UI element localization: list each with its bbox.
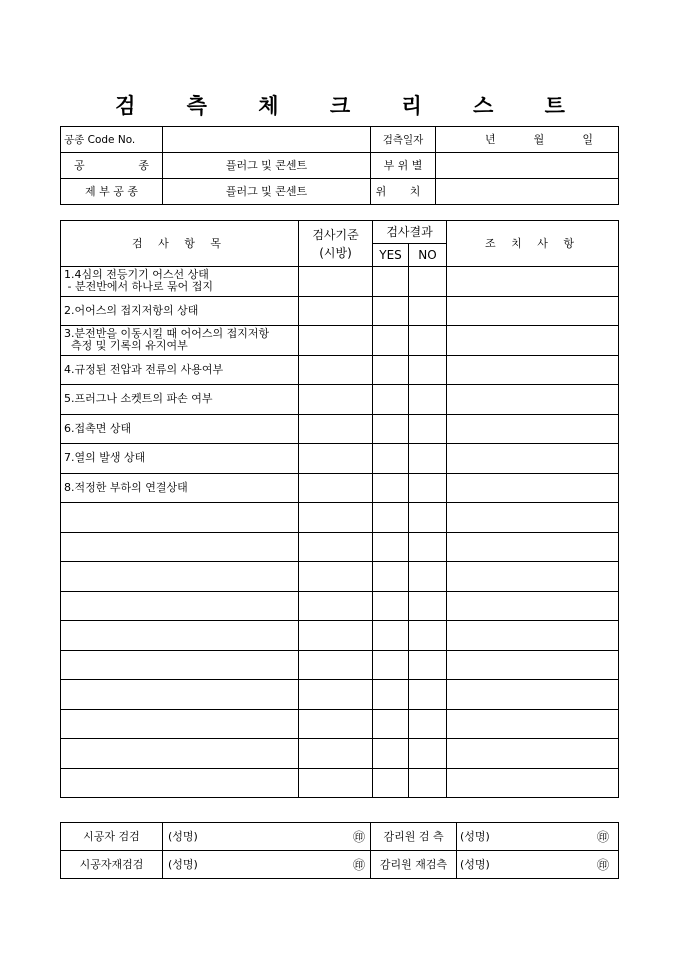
checklist-no-cell[interactable] bbox=[409, 503, 447, 533]
checklist-criteria-cell[interactable] bbox=[299, 473, 373, 503]
checklist-row bbox=[61, 680, 619, 710]
signature-row-inspection bbox=[61, 823, 619, 851]
code-value[interactable] bbox=[163, 127, 371, 153]
checklist-action-cell[interactable] bbox=[447, 326, 619, 356]
checklist-criteria-cell[interactable] bbox=[299, 355, 373, 385]
checklist-yes-cell[interactable] bbox=[373, 621, 409, 651]
checklist-item-cell bbox=[61, 385, 299, 415]
checklist-row bbox=[61, 267, 619, 297]
checklist-action-cell[interactable] bbox=[447, 355, 619, 385]
location-value[interactable] bbox=[436, 179, 619, 205]
contractor-inspection-name-label: (성명) bbox=[168, 829, 198, 843]
supervisor-inspection-seal: ㊞ bbox=[597, 829, 610, 844]
checklist-item-line2: - 분전반에서 하나로 묶어 접지 bbox=[64, 280, 213, 294]
checklist-item-cell bbox=[61, 444, 299, 474]
checklist-item-line1: 5.프러그나 소켓트의 파손 여부 bbox=[64, 392, 213, 406]
checklist-item-line1: 6.접촉면 상태 bbox=[64, 421, 132, 435]
header-row-work-type bbox=[61, 153, 619, 179]
work-type-label-char-2: 종 bbox=[138, 158, 149, 172]
checklist-yes-cell[interactable] bbox=[373, 267, 409, 297]
contractor-reinspection-label: 시공자재검검 bbox=[61, 851, 163, 879]
checklist-action-cell[interactable] bbox=[447, 650, 619, 680]
checklist-criteria-cell[interactable] bbox=[299, 562, 373, 592]
checklist-header-row bbox=[61, 221, 619, 244]
checklist-yes-cell[interactable] bbox=[373, 473, 409, 503]
checklist-no-cell[interactable] bbox=[409, 562, 447, 592]
checklist-action-cell[interactable] bbox=[447, 562, 619, 592]
checklist-criteria-cell[interactable] bbox=[299, 385, 373, 415]
checklist-yes-cell[interactable] bbox=[373, 591, 409, 621]
checklist-item-cell bbox=[61, 680, 299, 710]
signature-table bbox=[60, 822, 619, 879]
checklist-item-cell bbox=[61, 768, 299, 798]
col-yes-header: YES bbox=[373, 244, 409, 267]
checklist-row bbox=[61, 355, 619, 385]
checklist-action-cell[interactable] bbox=[447, 503, 619, 533]
checklist-no-cell[interactable] bbox=[409, 355, 447, 385]
checklist-row bbox=[61, 326, 619, 356]
checklist-no-cell[interactable] bbox=[409, 591, 447, 621]
supervisor-inspection-label: 감리원 검 측 bbox=[371, 823, 457, 851]
checklist-criteria-cell[interactable] bbox=[299, 680, 373, 710]
date-month-label: 월 bbox=[533, 132, 545, 146]
checklist-criteria-cell[interactable] bbox=[299, 709, 373, 739]
checklist-criteria-cell[interactable] bbox=[299, 650, 373, 680]
contractor-inspection-seal: ㊞ bbox=[353, 829, 366, 844]
checklist-item-cell bbox=[61, 621, 299, 651]
checklist-no-cell[interactable] bbox=[409, 444, 447, 474]
inspection-date-value[interactable] bbox=[436, 127, 619, 153]
checklist-row bbox=[61, 768, 619, 798]
checklist-item-cell bbox=[61, 709, 299, 739]
checklist-row bbox=[61, 473, 619, 503]
col-action-header: 조 치 사 항 bbox=[447, 221, 619, 267]
checklist-row bbox=[61, 650, 619, 680]
checklist-criteria-cell[interactable] bbox=[299, 444, 373, 474]
checklist-row bbox=[61, 709, 619, 739]
checklist-criteria-cell[interactable] bbox=[299, 768, 373, 798]
date-day-label: 일 bbox=[582, 132, 593, 146]
checklist-no-cell[interactable] bbox=[409, 532, 447, 562]
checklist-criteria-cell[interactable] bbox=[299, 591, 373, 621]
checklist-action-cell[interactable] bbox=[447, 444, 619, 474]
checklist-no-cell[interactable] bbox=[409, 621, 447, 651]
checklist-item-line1: 8.적정한 부하의 연결상태 bbox=[64, 480, 188, 494]
header-row-detail bbox=[61, 179, 619, 205]
checklist-action-cell[interactable] bbox=[447, 532, 619, 562]
checklist-yes-cell[interactable] bbox=[373, 739, 409, 769]
header-row-code bbox=[61, 127, 619, 153]
checklist-yes-cell[interactable] bbox=[373, 503, 409, 533]
checklist-item-cell bbox=[61, 591, 299, 621]
checklist-no-cell[interactable] bbox=[409, 768, 447, 798]
header-table bbox=[60, 126, 619, 205]
checklist-row bbox=[61, 739, 619, 769]
checklist-action-cell[interactable] bbox=[447, 414, 619, 444]
checklist-no-cell[interactable] bbox=[409, 650, 447, 680]
checklist-yes-cell[interactable] bbox=[373, 296, 409, 326]
checklist-criteria-cell[interactable] bbox=[299, 326, 373, 356]
checklist-criteria-cell[interactable] bbox=[299, 503, 373, 533]
supervisor-reinspection-label: 감리원 재검측 bbox=[371, 851, 457, 879]
checklist-action-cell[interactable] bbox=[447, 621, 619, 651]
col-criteria-line2: (시방) bbox=[319, 245, 352, 260]
checklist-yes-cell[interactable] bbox=[373, 532, 409, 562]
col-criteria-line1: 검사기준 bbox=[312, 227, 359, 242]
checklist-row bbox=[61, 385, 619, 415]
checklist-no-cell[interactable] bbox=[409, 326, 447, 356]
checklist-row bbox=[61, 444, 619, 474]
page-title: 검 측 체 크 리 스 트 bbox=[115, 93, 587, 118]
checklist-row bbox=[61, 532, 619, 562]
checklist-item-cell bbox=[61, 739, 299, 769]
contractor-inspection-name-cell[interactable] bbox=[163, 823, 371, 851]
checklist-yes-cell[interactable] bbox=[373, 326, 409, 356]
part-value[interactable] bbox=[436, 153, 619, 179]
checklist-item-cell bbox=[61, 503, 299, 533]
checklist-yes-cell[interactable] bbox=[373, 650, 409, 680]
checklist-action-cell[interactable] bbox=[447, 680, 619, 710]
contractor-inspection-label: 시공자 검검 bbox=[61, 823, 163, 851]
checklist-action-cell[interactable] bbox=[447, 296, 619, 326]
checklist-row bbox=[61, 621, 619, 651]
checklist-item-line1: 4.규정된 전압과 전류의 사용여부 bbox=[64, 362, 224, 376]
checklist-criteria-cell[interactable] bbox=[299, 267, 373, 297]
location-label: 위 치 bbox=[371, 179, 436, 205]
checklist-no-cell[interactable] bbox=[409, 680, 447, 710]
checklist-row bbox=[61, 503, 619, 533]
contractor-reinspection-seal: ㊞ bbox=[353, 857, 366, 872]
checklist-no-cell[interactable] bbox=[409, 414, 447, 444]
checklist-item-cell bbox=[61, 355, 299, 385]
checklist-table bbox=[60, 220, 619, 798]
inspection-date-label: 검측일자 bbox=[371, 127, 436, 153]
checklist-action-cell[interactable] bbox=[447, 473, 619, 503]
checklist-action-cell[interactable] bbox=[447, 709, 619, 739]
col-items-header: 검 사 항 목 bbox=[61, 221, 299, 267]
checklist-yes-cell[interactable] bbox=[373, 444, 409, 474]
col-criteria-header bbox=[299, 221, 373, 267]
checklist-item-cell bbox=[61, 562, 299, 592]
checklist-row bbox=[61, 296, 619, 326]
checklist-no-cell[interactable] bbox=[409, 709, 447, 739]
checklist-criteria-cell[interactable] bbox=[299, 532, 373, 562]
checklist-item-cell bbox=[61, 296, 299, 326]
checklist-yes-cell[interactable] bbox=[373, 562, 409, 592]
signature-row-reinspection bbox=[61, 851, 619, 879]
col-no-header: NO bbox=[409, 244, 447, 267]
supervisor-inspection-name-cell[interactable] bbox=[457, 823, 619, 851]
checklist-item-line1: 2.어어스의 접지저항의 상태 bbox=[64, 303, 199, 317]
supervisor-reinspection-name-label: (성명) bbox=[460, 857, 490, 871]
checklist-body bbox=[61, 267, 619, 798]
checklist-criteria-cell[interactable] bbox=[299, 414, 373, 444]
checklist-item-line1: 3.분전반을 이동시킬 때 어어스의 접지저항 bbox=[64, 327, 270, 341]
supervisor-inspection-name-label: (성명) bbox=[460, 829, 490, 843]
date-year-label: 년 bbox=[485, 132, 496, 146]
checklist-row bbox=[61, 414, 619, 444]
checklist-action-cell[interactable] bbox=[447, 739, 619, 769]
checklist-action-cell[interactable] bbox=[447, 591, 619, 621]
checklist-action-cell[interactable] bbox=[447, 267, 619, 297]
checklist-yes-cell[interactable] bbox=[373, 680, 409, 710]
checklist-yes-cell[interactable] bbox=[373, 709, 409, 739]
checklist-row bbox=[61, 591, 619, 621]
checklist-yes-cell[interactable] bbox=[373, 385, 409, 415]
contractor-reinspection-name-cell[interactable] bbox=[163, 851, 371, 879]
checklist-item-cell bbox=[61, 650, 299, 680]
col-result-header: 검사결과 bbox=[373, 221, 447, 244]
checklist-yes-cell[interactable] bbox=[373, 355, 409, 385]
contractor-reinspection-name-label: (성명) bbox=[168, 857, 198, 871]
checklist-no-cell[interactable] bbox=[409, 267, 447, 297]
code-label: 공종 Code No. bbox=[61, 127, 163, 153]
checklist-action-cell[interactable] bbox=[447, 385, 619, 415]
checklist-yes-cell[interactable] bbox=[373, 768, 409, 798]
checklist-criteria-cell[interactable] bbox=[299, 739, 373, 769]
work-type-value[interactable]: 플러그 및 콘센트 bbox=[163, 153, 371, 179]
checklist-no-cell[interactable] bbox=[409, 296, 447, 326]
checklist-no-cell[interactable] bbox=[409, 739, 447, 769]
checklist-item-line1: 1.4심의 전등기기 어스선 상태 bbox=[64, 268, 209, 282]
checklist-no-cell[interactable] bbox=[409, 385, 447, 415]
checklist-row bbox=[61, 562, 619, 592]
checklist-item-cell bbox=[61, 532, 299, 562]
checklist-criteria-cell[interactable] bbox=[299, 621, 373, 651]
supervisor-reinspection-seal: ㊞ bbox=[597, 857, 610, 872]
checklist-no-cell[interactable] bbox=[409, 473, 447, 503]
checklist-criteria-cell[interactable] bbox=[299, 296, 373, 326]
checklist-item-cell bbox=[61, 267, 299, 297]
checklist-item-line2: 측정 및 기록의 유지여부 bbox=[64, 339, 188, 353]
detail-label: 제 부 공 종 bbox=[61, 179, 163, 205]
work-type-label-char-1: 공 bbox=[74, 158, 85, 172]
checklist-item-cell bbox=[61, 326, 299, 356]
checklist-item-cell bbox=[61, 414, 299, 444]
checklist-item-cell bbox=[61, 473, 299, 503]
detail-value[interactable]: 플러그 및 콘센트 bbox=[163, 179, 371, 205]
checklist-yes-cell[interactable] bbox=[373, 414, 409, 444]
checklist-action-cell[interactable] bbox=[447, 768, 619, 798]
supervisor-reinspection-name-cell[interactable] bbox=[457, 851, 619, 879]
checklist-item-line1: 7.열의 발생 상태 bbox=[64, 451, 146, 465]
part-label: 부 위 별 bbox=[371, 153, 436, 179]
work-type-label bbox=[61, 153, 163, 179]
